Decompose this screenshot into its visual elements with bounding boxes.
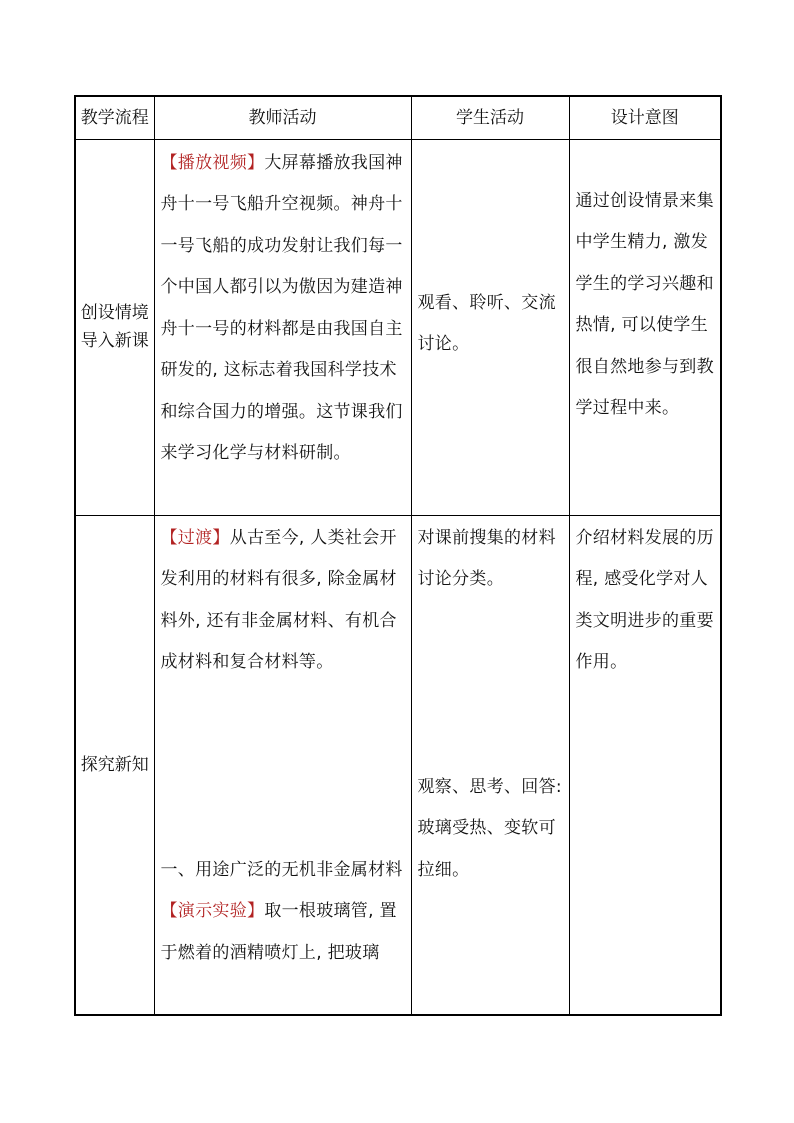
stage-label: 创设情境导入新课 <box>80 303 149 351</box>
table-row <box>75 139 721 515</box>
teacher-activity-text: 大屏幕播放我国神舟十一号飞船升空视频。神舟十一号飞船的成功发射让我们每一个中国人都引以为傲因为建造神舟十一号的材料都是由我国自主研发的, 这标志着我国科学技术和综合国力的增强。这节课我们来学习化学与材料研制。 <box>160 152 403 463</box>
student-activity-cell <box>411 515 569 1015</box>
teacher-activity-cell <box>154 515 411 1015</box>
teacher-activity-text: 从古至今, 人类社会开发利用的材料有很多, 除金属材料外, 还有非金属材料、有机合成材料和复合材料等。 <box>160 527 397 672</box>
student-activity-cell <box>411 139 569 515</box>
activity-tag: 【演示实验】 <box>160 901 265 921</box>
activity-tag: 【过渡】 <box>160 527 230 548</box>
header-stage: 教学流程 <box>75 96 154 139</box>
header-design-intent: 设计意图 <box>569 96 721 139</box>
teacher-activity-cell <box>154 139 411 515</box>
design-intent-text: 通过创设情景来集中学生精力, 激发学生的学习兴趣和热情, 可以使学生很自然地参与到教学过程中来。 <box>575 190 714 418</box>
stage-cell-intro <box>75 139 154 515</box>
design-intent-text: 介绍材料发展的历程, 感受化学对人类文明进步的重要作用。 <box>575 527 714 672</box>
section-title: 一、用途广泛的无机非金属材料 <box>160 859 403 880</box>
header-teacher-activity: 教师活动 <box>154 96 411 139</box>
activity-tag: 【播放视频】 <box>160 152 265 173</box>
design-intent-cell <box>569 515 721 1015</box>
table-header-row <box>75 96 721 139</box>
stage-cell-explore <box>75 515 154 1015</box>
design-intent-cell <box>569 139 721 515</box>
student-activity-text: 观察、思考、回答: 玻璃受热、变软可拉细。 <box>417 776 562 880</box>
stage-label: 探究新知 <box>80 754 149 775</box>
teacher-activity-text: 取一根玻璃管, 置于燃着的酒精喷灯上, 把玻璃 <box>160 901 397 963</box>
table-row <box>75 515 721 1015</box>
student-activity-text: 对课前搜集的材料讨论分类。 <box>417 527 556 589</box>
student-activity-text: 观看、聆听、交流讨论。 <box>417 292 556 354</box>
lesson-plan-table <box>74 95 722 1016</box>
header-student-activity: 学生活动 <box>411 96 569 139</box>
